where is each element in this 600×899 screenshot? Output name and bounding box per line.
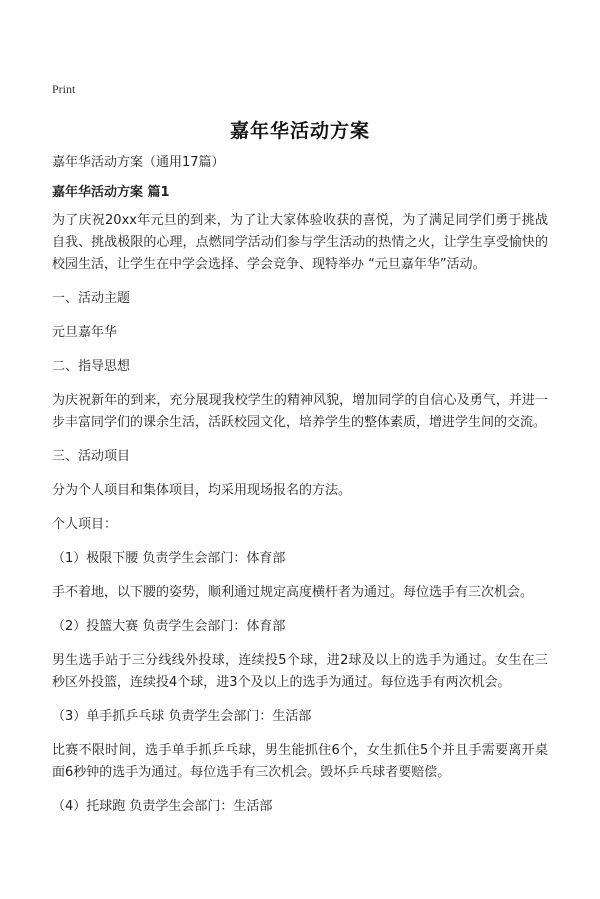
intro-paragraph: 为了庆祝20xx年元旦的到来，为了让大家体验收获的喜悦，为了满足同学们勇于挑战自我、挑战极限的心理，点燃同学活动们参与学生活动的热情之火，让学生享受愉快的校园生活，让学生在中学会选择、学会竞争、现特举办 “元旦嘉年华”活动。	[52, 213, 548, 272]
heading-theme: 一、活动主题	[52, 291, 131, 306]
document-title: 嘉年华活动方案	[229, 120, 370, 142]
item-3-text: 比赛不限时间，选手单手抓乒乓球，男生能抓住6个，女生抓住5个并且手需要离开桌面6秒钟的选手为通过。每位选手有三次机会。毁坏乒乓球者要赔偿。	[52, 743, 548, 780]
item-2-text: 男生选手站于三分线线外投球，连续投5个球，进2球及以上的选手为通过。女生在三秒区外投篮，连续投4个球，进3个及以上的选手为通过。每位选手有两次机会。	[52, 653, 548, 690]
item-1-text: 手不着地，以下腰的姿势，顺利通过规定高度横杆者为通过。每位选手有三次机会。	[52, 585, 534, 600]
guiding-idea-text: 为庆祝新年的到来，充分展现我校学生的精神风貌，增加同学的自信心及勇气，并进一步丰富同学们的课余生活，活跃校园文化，培养学生的整体素质，增进学生间的交流。	[52, 393, 548, 430]
theme-text: 元旦嘉年华	[52, 325, 118, 340]
item-1-heading: （1）极限下腰 负责学生会部门：体育部	[52, 551, 286, 566]
heading-guiding-idea: 二、指导思想	[52, 359, 131, 374]
activity-items-text: 分为个人项目和集体项目，均采用现场报名的方法。	[52, 483, 352, 498]
document-subtitle: 嘉年华活动方案（通用17篇）	[52, 155, 225, 170]
item-3-heading: （3）单手抓乒乓球 负责学生会部门：生活部	[52, 709, 312, 724]
heading-activity-items: 三、活动项目	[52, 449, 131, 464]
individual-items-label: 个人项目：	[52, 517, 118, 532]
print-label: Print	[52, 82, 76, 96]
section-title: 嘉年华活动方案 篇1	[52, 185, 170, 200]
document-body	[52, 152, 548, 830]
item-2-heading: （2）投篮大赛 负责学生会部门：体育部	[52, 619, 286, 634]
item-4-heading: （4）托球跑 负责学生会部门：生活部	[52, 799, 273, 814]
